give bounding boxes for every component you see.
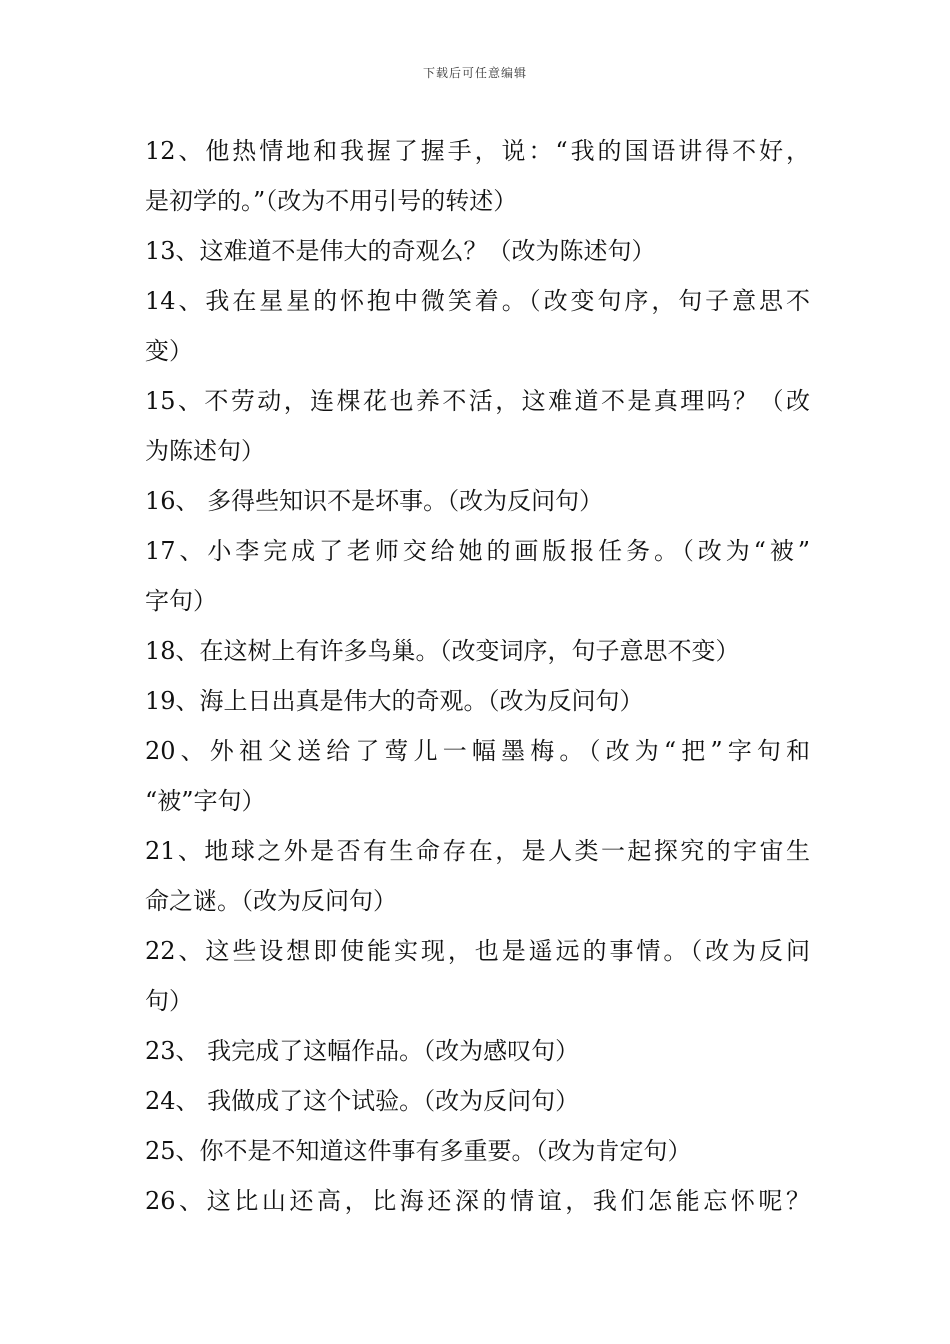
text-line: 21、地球之外是否有生命存在，是人类一起探究的宇宙生 [145,837,810,865]
text-line: 18、在这树上有许多鸟巢。（改变词序，句子意思不变） [145,637,740,665]
text-line: 字句） [145,587,217,615]
exercise-list [145,126,810,1226]
text-line: 16、 多得些知识不是坏事。（改为反问句） [145,487,604,515]
text-line: 句） [145,987,193,1015]
text-line: 22、这些设想即使能实现，也是遥远的事情。（改为反问 [145,937,810,965]
text-line: 13、这难道不是伟大的奇观么？（改为陈述句） [145,237,656,265]
text-line: 12、他热情地和我握了握手，说：“我的国语讲得不好， [145,137,810,165]
text-line: 19、海上日出真是伟大的奇观。（改为反问句） [145,687,644,715]
text-line: 是初学的。”（改为不用引号的转述） [145,187,518,215]
text-line: 14、我在星星的怀抱中微笑着。（改变句序，句子意思不 [145,287,810,315]
text-line: 为陈述句） [145,437,265,465]
text-line: 25、你不是不知道这件事有多重要。（改为肯定句） [145,1137,692,1165]
text-line: 变） [145,337,193,365]
text-line: 17、小李完成了老师交给她的画版报任务。（改为“被” [145,537,810,565]
text-line: 命之谜。（改为反问句） [145,887,397,915]
text-line: “被”字句） [145,787,266,815]
text-line: 23、 我完成了这幅作品。（改为感叹句） [145,1037,580,1065]
page-header: 下载后可任意编辑 [422,66,527,80]
text-line: 15、不劳动，连棵花也养不活，这难道不是真理吗？（改 [145,387,810,415]
text-line: 20、外祖父送给了莺儿一幅墨梅。（改为“把”字句和 [145,737,810,765]
text-line: 24、 我做成了这个试验。（改为反问句） [145,1087,580,1115]
text-line: 26、这比山还高，比海还深的情谊，我们怎能忘怀呢？ [145,1187,810,1215]
